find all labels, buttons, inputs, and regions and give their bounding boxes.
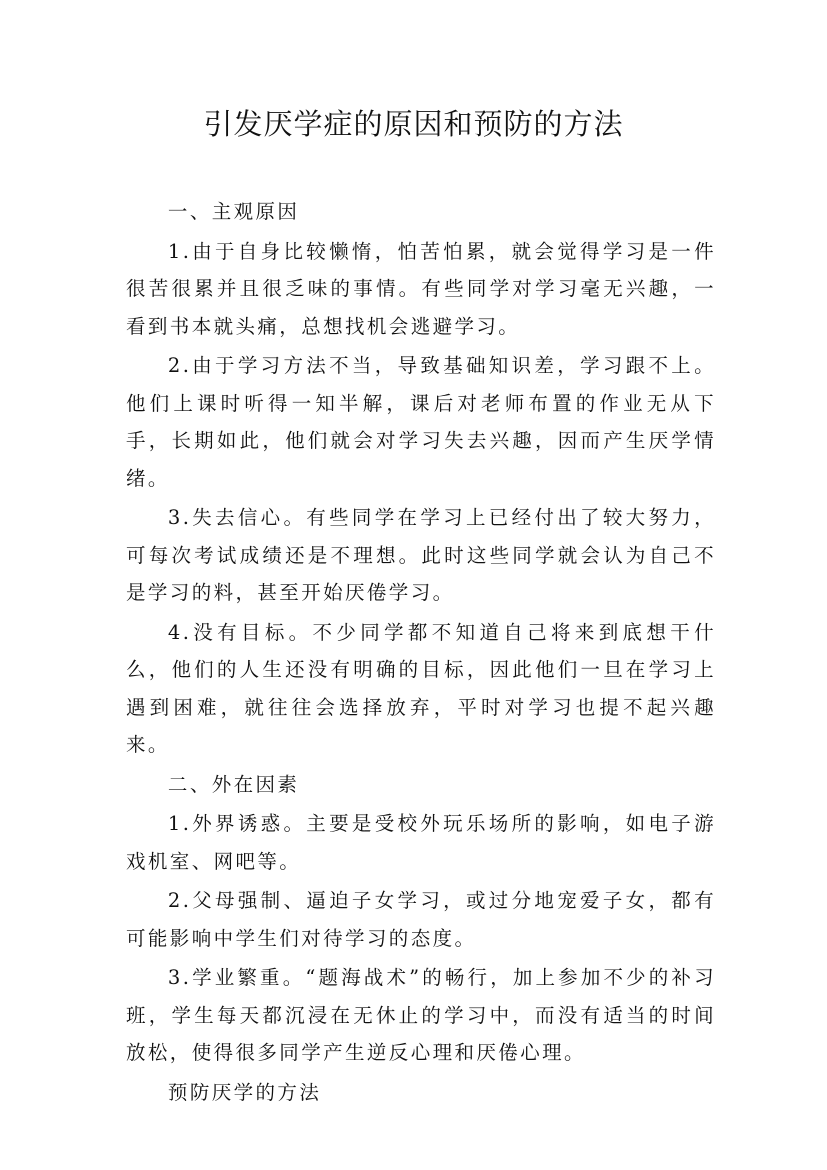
document-title: 引发厌学症的原因和预防的方法 <box>203 107 624 141</box>
paragraph: 3.失去信心。有些同学在学习上已经付出了较大努力，可每次考试成绩还是不理想。此时这些同学就会认为自己不是学习的料，甚至开始厌倦学习。 <box>126 506 716 604</box>
document-body <box>126 193 716 1113</box>
section-heading-subjective: 一、主观原因 <box>167 200 300 223</box>
paragraph: 1.外界诱惑。主要是受校外玩乐场所的影响，如电子游戏机室、网吧等。 <box>126 812 716 873</box>
paragraph: 2.父母强制、逼迫子女学习，或过分地宠爱子女，都有可能影响中学生们对待学习的态度。 <box>126 889 716 950</box>
paragraph: 1.由于自身比较懒惰，怕苦怕累，就会觉得学习是一件很苦很累并且很乏味的事情。有些同学对学习毫无兴趣，一看到书本就头痛，总想找机会逃避学习。 <box>126 239 716 338</box>
paragraph: 2.由于学习方法不当，导致基础知识差，学习跟不上。他们上课时听得一知半解，课后对老师布置的作业无从下手，长期如此，他们就会对学习失去兴趣，因而产生厌学情绪。 <box>126 354 716 490</box>
paragraph: 3.学业繁重。“题海战术”的畅行，加上参加不少的补习班，学生每天都沉浸在无休止的学习中，而没有适当的时间放松，使得很多同学产生逆反心理和厌倦心理。 <box>126 966 716 1064</box>
section-heading-prevention: 预防厌学的方法 <box>167 1080 322 1104</box>
paragraph: 4.没有目标。不少同学都不知道自己将来到底想干什么，他们的人生还没有明确的目标，因此他们一旦在学习上遇到困难，就往往会选择放弃，平时对学习也提不起兴趣来。 <box>126 620 716 756</box>
section-heading-external: 二、外在因素 <box>167 772 300 796</box>
